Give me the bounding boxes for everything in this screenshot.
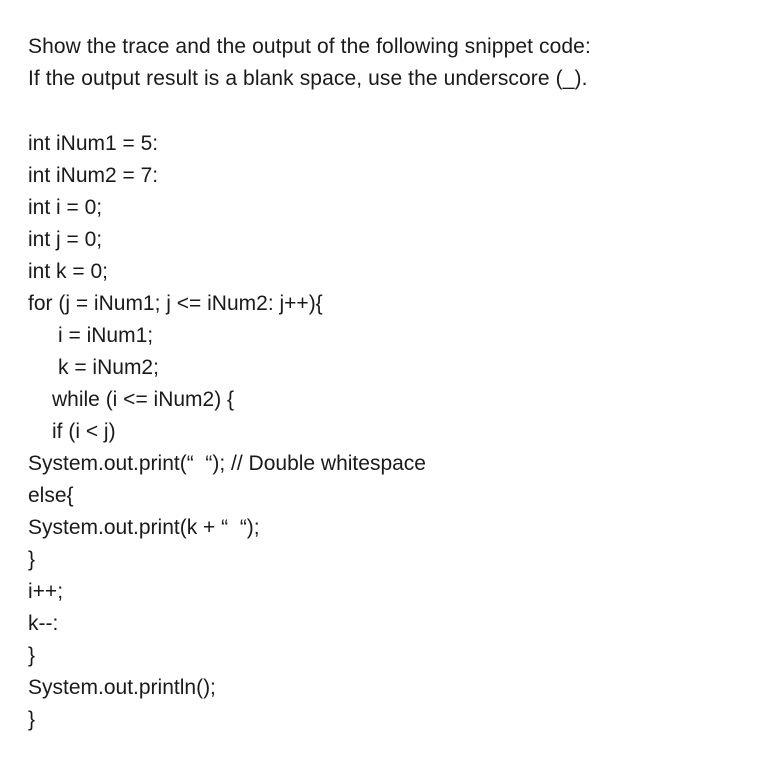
code-line-8: k = iNum2; [58, 356, 159, 379]
code-line-3: int i = 0; [28, 196, 103, 219]
code-line-19: } [28, 708, 36, 731]
code-line-2: int iNum2 = 7: [28, 164, 159, 187]
code-line-14: } [28, 548, 36, 571]
code-line-5: int k = 0; [28, 260, 108, 283]
code-line-9: while (i <= iNum2) { [52, 388, 235, 411]
instruction-line-1: Show the trace and the output of the following snippet code: [28, 35, 591, 58]
code-line-18: System.out.println(); [28, 676, 216, 699]
code-line-4: int j = 0; [28, 228, 103, 251]
code-line-13: System.out.print(k + “ “); [28, 516, 260, 539]
code-line-10: if (i < j) [52, 420, 116, 443]
code-line-7: i = iNum1; [58, 324, 154, 347]
code-line-16: k--: [28, 612, 59, 635]
code-line-6: for (j = iNum1; j <= iNum2: j++){ [28, 292, 323, 315]
code-line-12: else{ [28, 484, 74, 507]
code-line-1: int iNum1 = 5: [28, 132, 159, 155]
instruction-line-2: If the output result is a blank space, use the underscore (_). [28, 67, 588, 90]
code-line-17: } [28, 644, 36, 667]
code-line-15: i++; [28, 580, 64, 603]
code-line-11: System.out.print(“ “); // Double whitespace [28, 452, 426, 475]
